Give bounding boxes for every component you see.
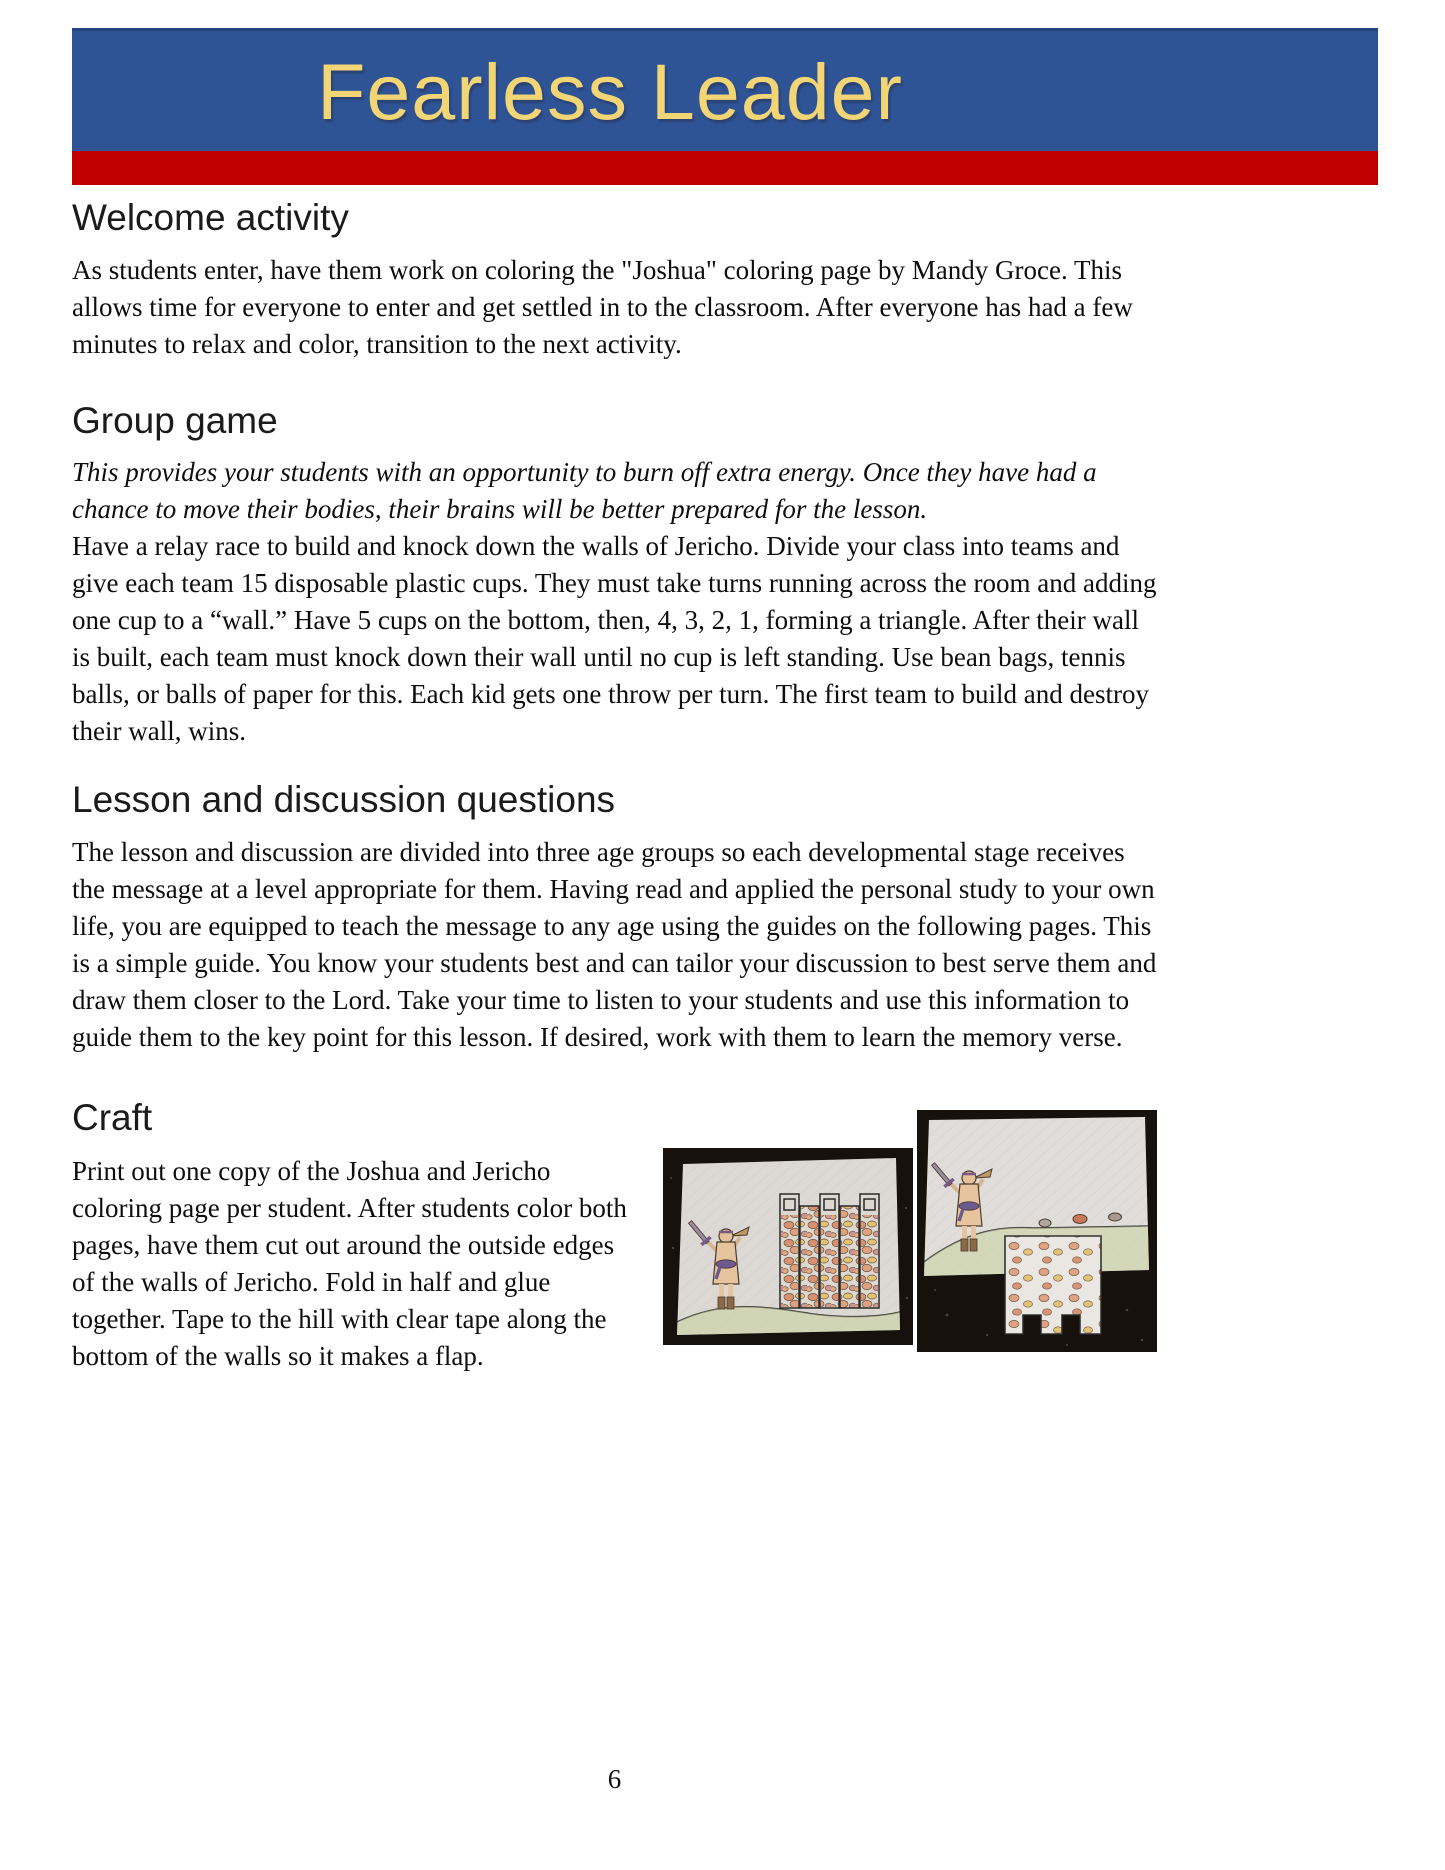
stone (1039, 1219, 1051, 1227)
group-game-paragraph: Have a relay race to build and knock down the walls of Jericho. Divide your class into teams and give each team 15 disposable plastic cups. They must take turns running across the room and adding one cup to a “wall.” Have 5 cups on the bottom, then, 4, 3, 2, 1, forming a triangle. After their wall is built, each team must knock down their wall until no cup is left standing. Use bean bags, tennis balls, or balls of paper for this. Each kid gets one throw per turn. The first team to build and destroy their wall, wins. (72, 530, 1157, 746)
jericho-wall (780, 1194, 879, 1308)
lesson-discussion-heading: Lesson and discussion questions (72, 778, 616, 820)
section-group-game (72, 399, 1157, 749)
craft-heading: Craft (72, 1097, 153, 1139)
craft-photos (663, 1110, 1157, 1360)
craft-photo-right-drawing (917, 1110, 1157, 1352)
group-game-intro-italic: This provides your students with an opportunity to burn off extra energy. Once they have had a chance to move their bodies, their brains will be better prepared for the lesson. (72, 456, 1097, 524)
stone (1073, 1215, 1087, 1224)
group-game-heading: Group game (72, 400, 278, 442)
craft-paragraph: Print out one copy of the Joshua and Jericho coloring page per student. After students color both pages, have them cut out around the outside edges of the walls of Jericho. Fold in half and glue together. Tape to the hill with clear tape along the bottom of the walls so it makes a flap. (72, 1155, 627, 1371)
photo-joshua-jericho-walls (663, 1148, 913, 1345)
lesson-discussion-paragraph: The lesson and discussion are divided into three age groups so each developmental stage receives the message at a level appropriate for them. Having read and applied the personal study to your own life, you are equipped to teach the message to any age using the guides on the following pages. This is a simple guide. You know your students best and can tailor your discussion to best serve them and draw them closer to the Lord. Take your time to listen to your students and use this information to guide them to the key point for this lesson. If desired, work with them to learn the memory verse. (72, 837, 1157, 1053)
stone (1109, 1213, 1122, 1221)
section-welcome-activity (72, 196, 1157, 363)
welcome-activity-heading: Welcome activity (72, 197, 349, 238)
welcome-activity-paragraph: As students enter, have them work on coloring the "Joshua" coloring page by Mandy Groce. This allows time for everyone to enter and get settled in to the classroom. After everyone has had a few minutes to relax and color, transition to the next activity. (72, 255, 1133, 360)
title-banner (72, 28, 1378, 151)
red-stripe-divider (72, 151, 1378, 185)
craft-photo-left-drawing (663, 1148, 913, 1345)
page-content (72, 192, 1157, 1375)
wall-flap-cutout (1005, 1236, 1101, 1334)
photo-joshua-hill-wall-flap (917, 1110, 1157, 1352)
page-number: 6 (607, 1764, 622, 1794)
section-lesson-discussion (72, 778, 1157, 1056)
page-title: Fearless Leader (317, 46, 903, 136)
section-craft (72, 1096, 1157, 1374)
